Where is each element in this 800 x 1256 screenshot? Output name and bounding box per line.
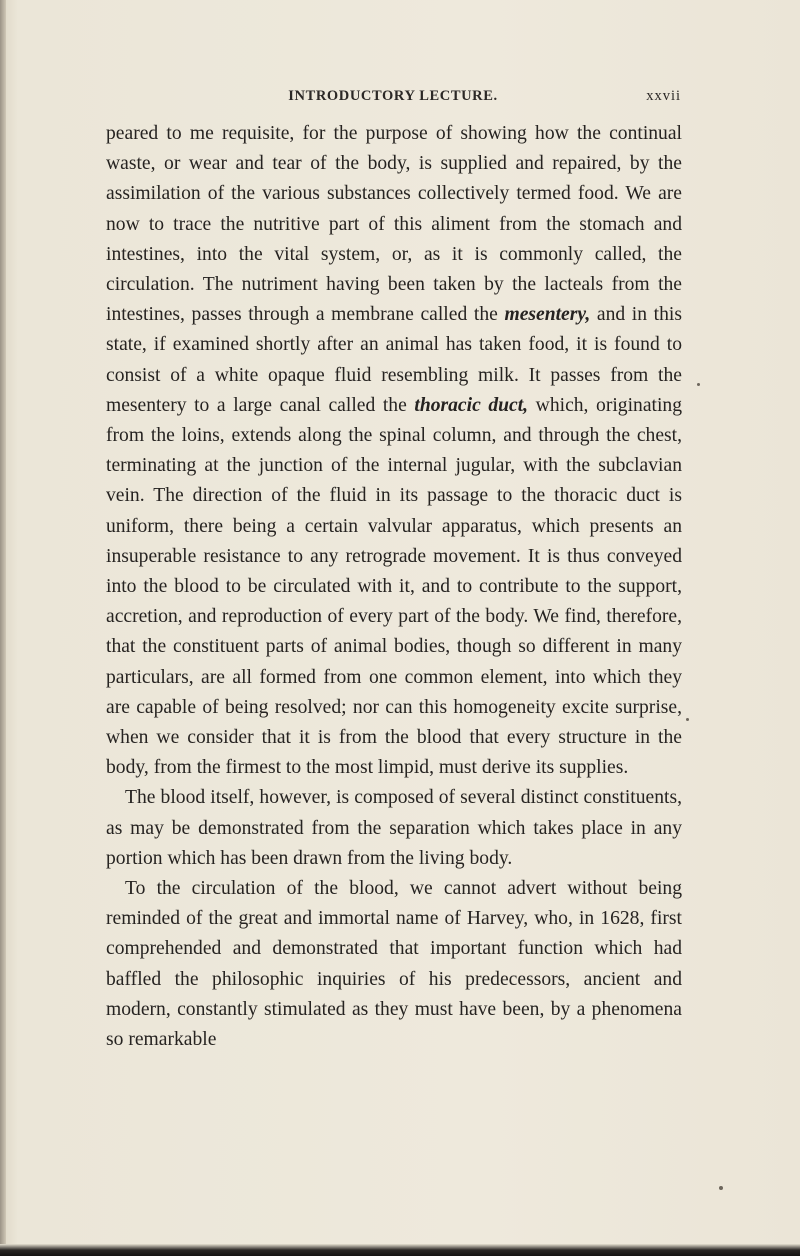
text-run: To the circulation of the blood, we cannot advert without being reminded of the great and immortal name of Harvey, who, in 1628, first comprehended and demonstrated that important function which had baffled the philosophic inquiries of his predecessors, ancient and modern, constantly stimulated as they must have been, by a phenomena so remarkable: [106, 878, 682, 1051]
paper-speck: [719, 1186, 723, 1190]
paragraph-2: [106, 783, 682, 874]
page-header: [105, 88, 681, 110]
text-run: and in this state, if examined shortly after an animal has taken food, it is found to consist of a white opaque fluid resembling milk. It passes from the mesentery to a large canal called the: [106, 304, 682, 416]
page-bottom-edge: [0, 1244, 800, 1256]
running-head: INTRODUCTORY LECTURE.: [288, 88, 498, 104]
paragraph-3: [106, 874, 682, 1055]
text-run: which, originating from the loins, extends along the spinal column, and through the chest, terminating at the junction of the internal jugular, with the subclavian vein. The direction of the fluid in its passage to the thoracic duct is uniform, there being a certain valvular apparatus, which presents an insuperable resistance to any retrograde movement. It is thus conveyed into the blood to be circulated with it, and to contribute to the support, accretion, and reproduction of every part of the body. We find, therefore, that the constituent parts of animal bodies, though so different in many particulars, are all formed from one common element, into which they are capable of being resolved; nor can this homogeneity excite surprise, when we consider that it is from the blood that every structure in the body, from the firmest to the most limpid, must derive its supplies.: [106, 394, 683, 779]
paragraph-1: [106, 119, 682, 783]
body-text: [106, 119, 682, 1055]
page-number: xxvii: [646, 88, 681, 104]
italic-term-mesentery: mesentery,: [504, 304, 591, 326]
italic-term-thoracic-duct: thoracic duct,: [414, 394, 529, 416]
paper-speck: [697, 383, 700, 386]
page-binding-edge: [0, 0, 6, 1256]
paper-speck: [686, 718, 689, 721]
text-run: The blood itself, however, is composed of several distinct constituents, as may be demonstrated from the separation which takes place in any portion which has been drawn from the living body.: [106, 787, 682, 869]
text-run: peared to me requisite, for the purpose of showing how the continual waste, or wear and tear of the body, is supplied and repaired, by the assimilation of the various substances collectively termed food. We are now to trace the nutritive part of this aliment from the stomach and intestines, into the vital system, or, as it is commonly called, the circulation. The nutriment having been taken by the lacteals from the intestines, passes through a membrane called the: [106, 123, 682, 326]
